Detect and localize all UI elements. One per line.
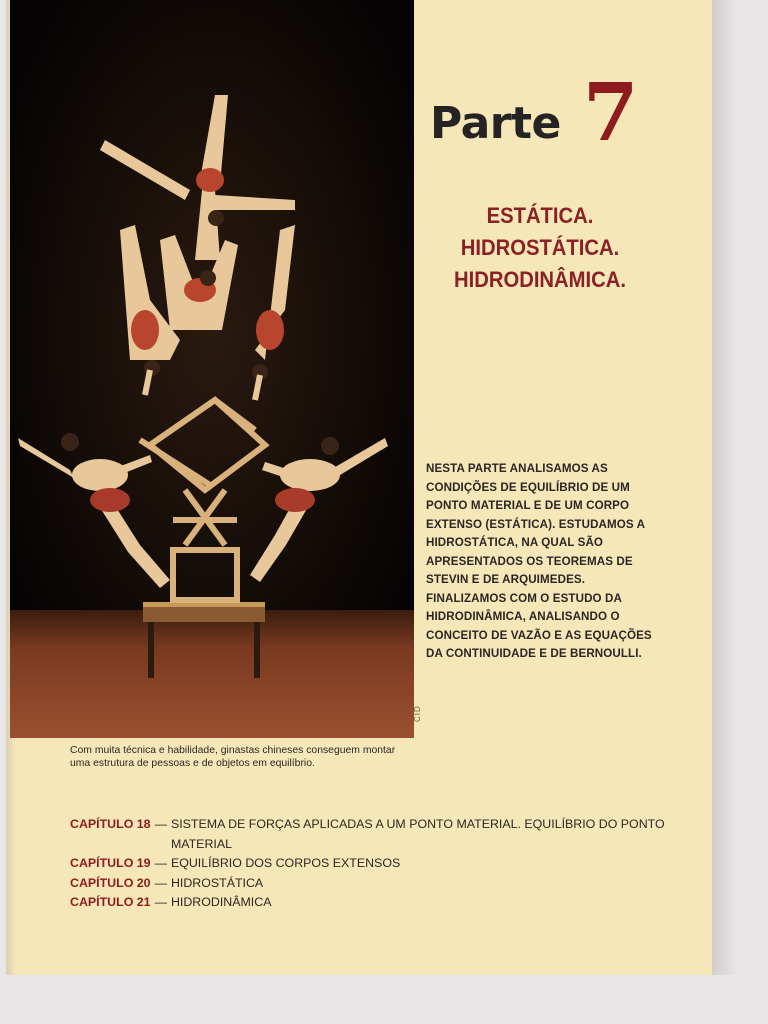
chapter-title: HIDROSTÁTICA (170, 875, 264, 890)
chapter-label: CAPÍTULO 18 (70, 817, 151, 831)
chapter-item (70, 893, 670, 913)
chapter-title: SISTEMA DE FORÇAS APLICADAS A UM PONTO MATERIAL. EQUILÍBRIO DO PONTO MATERIAL (170, 817, 665, 851)
chapter-item (70, 815, 670, 854)
chapter-dash: — (154, 817, 167, 831)
chapter-dash: — (154, 895, 167, 909)
part-number: 7 (582, 65, 639, 159)
chapter-dash: — (154, 875, 167, 890)
chapter-list (70, 815, 670, 913)
chapter-item (70, 854, 670, 874)
part-subtitle (430, 200, 651, 296)
chapter-title: EQUILÍBRIO DOS CORPOS EXTENSOS (170, 856, 401, 870)
intro-paragraph: NESTA PARTE ANALISAMOS AS CONDIÇÕES DE EQUILÍBRIO DE UM PONTO MATERIAL E DE UM CORPO EXTENSO (ESTÁTICA). ESTUDAMOS A HIDROSTÁTICA, NA QUAL SÃO APRESENTADOS OS TEOREMAS DE STEVIN E DE ARQUIMEDES. FINALIZAMOS COM O ESTUDO DA HIDRODINÂMICA, ANALISANDO O CONCEITO DE VAZÃO E AS EQUAÇÕES DA CONTINUIDADE E DE BERNOULLI. (426, 462, 652, 660)
part-label: Parte (430, 98, 561, 149)
book-page (6, 0, 712, 975)
page-shadow (708, 0, 738, 975)
chapter-label: CAPÍTULO 21 (70, 895, 151, 909)
subtitle-line-3: HIDRODINÂMICA. (453, 267, 627, 292)
part-heading (430, 65, 639, 159)
chapter-label: CAPÍTULO 20 (70, 875, 151, 890)
chapter-item (70, 874, 670, 894)
photo-credit: CID (413, 705, 422, 722)
chapter-title: HIDRODINÂMICA (170, 895, 272, 909)
chapter-label: CAPÍTULO 19 (70, 856, 151, 870)
subtitle-line-2: HIDROSTÁTICA. (460, 235, 620, 260)
photo-caption: Com muita técnica e habilidade, ginastas chineses conseguem montar uma estrutura de pessoas e de objetos em equilíbrio. (70, 745, 396, 769)
subtitle-line-1: ESTÁTICA. (486, 203, 594, 228)
acrobats-photo (10, 0, 422, 738)
chapter-dash: — (154, 856, 167, 870)
